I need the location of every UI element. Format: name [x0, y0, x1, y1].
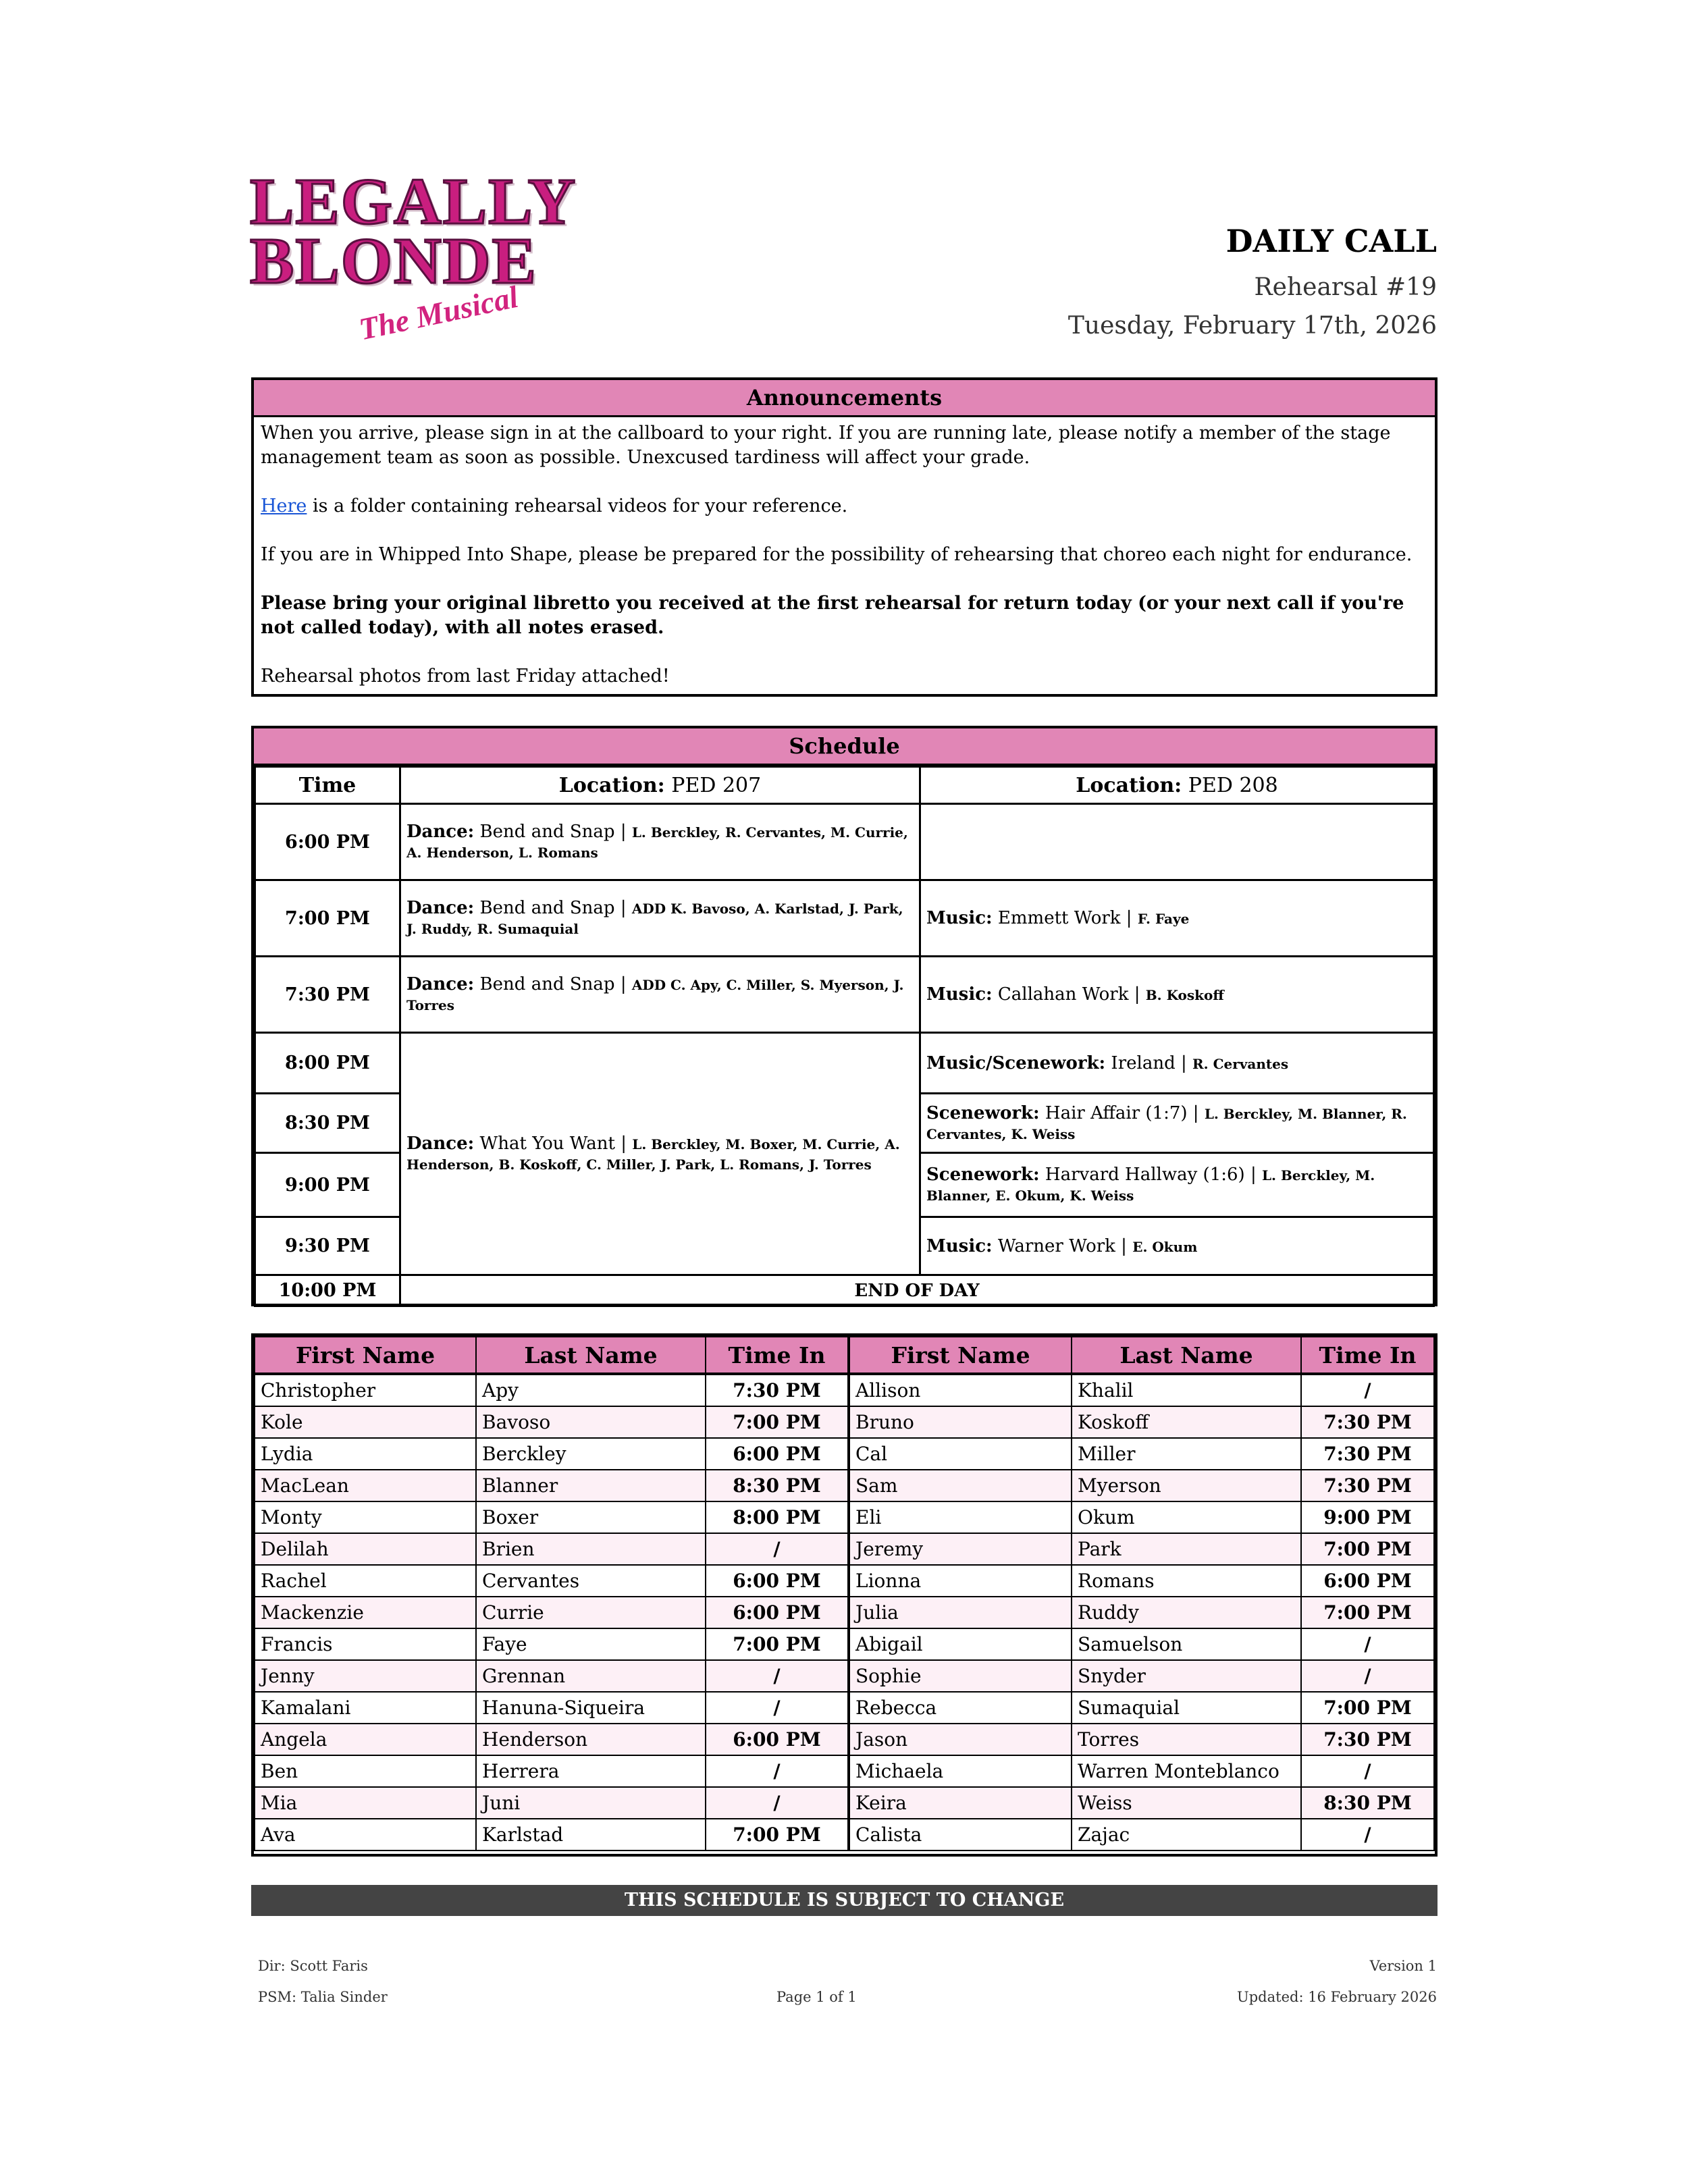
last-name-cell: Apy — [476, 1374, 706, 1406]
time-in-cell: 6:00 PM — [706, 1724, 849, 1755]
first-name-cell: Sophie — [849, 1660, 1072, 1692]
schedule-entry: Dance: Bend and Snap | ADD K. Bavoso, A. Karlstad, J. Park, J. Ruddy, R. Sumaquial — [400, 880, 920, 957]
schedule-entry: Music: Emmett Work | F. Faye — [920, 880, 1434, 957]
first-name-cell: Julia — [849, 1597, 1072, 1628]
first-name-cell: Kole — [255, 1406, 476, 1438]
first-name-cell: Ben — [255, 1755, 476, 1787]
table-row — [255, 1628, 1434, 1660]
schedule-col-time: Time — [255, 767, 400, 804]
time-in-cell: / — [1301, 1628, 1434, 1660]
time-in-cell: 7:00 PM — [706, 1628, 849, 1660]
first-name-cell: Jenny — [255, 1660, 476, 1692]
rehearsal-date: Tuesday, February 17th, 2026 — [1067, 312, 1437, 340]
roster-table — [254, 1336, 1435, 1851]
time-in-cell: / — [1301, 1819, 1434, 1850]
time-in-cell: 6:00 PM — [706, 1438, 849, 1470]
time-slot: 9:30 PM — [255, 1217, 400, 1275]
schedule-entry: Dance: What You Want | L. Berckley, M. Boxer, M. Currie, A. Henderson, B. Koskoff, C. Miller, J. Park, L. Romans, J. Torres — [400, 1033, 920, 1275]
announcements-title: Announcements — [254, 380, 1435, 417]
schedule-col-loc2: Location: PED 208 — [920, 767, 1434, 804]
last-name-cell: Myerson — [1072, 1470, 1301, 1501]
last-name-cell: Khalil — [1072, 1374, 1301, 1406]
time-in-cell: / — [706, 1787, 849, 1819]
time-slot: 9:00 PM — [255, 1153, 400, 1217]
last-name-cell: Ruddy — [1072, 1597, 1301, 1628]
first-name-cell: Rebecca — [849, 1692, 1072, 1724]
table-row — [255, 1470, 1434, 1501]
time-in-cell: 7:30 PM — [1301, 1724, 1434, 1755]
last-name-cell: Samuelson — [1072, 1628, 1301, 1660]
announcement-4: Please bring your original libretto you received at the first rehearsal for return today (or your next call if you're not called today), with all notes erased. — [261, 593, 1404, 638]
table-row — [255, 1597, 1434, 1628]
last-name-cell: Hanuna-Siqueira — [476, 1692, 706, 1724]
videos-folder-link[interactable]: Here — [261, 496, 307, 516]
time-in-cell: / — [706, 1660, 849, 1692]
time-in-cell: 9:00 PM — [1301, 1501, 1434, 1533]
schedule-table — [254, 766, 1435, 1307]
last-name-cell: Koskoff — [1072, 1406, 1301, 1438]
announcement-2-text: is a folder containing rehearsal videos for your reference. — [307, 496, 848, 516]
table-row — [255, 1660, 1434, 1692]
schedule-entry: Scenework: Harvard Hallway (1:6) | L. Berckley, M. Blanner, E. Okum, K. Weiss — [920, 1153, 1434, 1217]
time-in-cell: 6:00 PM — [1301, 1565, 1434, 1597]
subject-to-change-banner: THIS SCHEDULE IS SUBJECT TO CHANGE — [251, 1885, 1438, 1916]
last-name-cell: Boxer — [476, 1501, 706, 1533]
first-name-cell: Allison — [849, 1374, 1072, 1406]
last-name-cell: Warren Monteblanco — [1072, 1755, 1301, 1787]
first-name-cell: Mia — [255, 1787, 476, 1819]
last-name-cell: Faye — [476, 1628, 706, 1660]
first-name-cell: Sam — [849, 1470, 1072, 1501]
first-name-cell: Monty — [255, 1501, 476, 1533]
last-name-cell: Okum — [1072, 1501, 1301, 1533]
last-name-cell: Henderson — [476, 1724, 706, 1755]
time-in-cell: 7:00 PM — [1301, 1533, 1434, 1565]
first-name-cell: Jeremy — [849, 1533, 1072, 1565]
first-name-cell: Calista — [849, 1819, 1072, 1850]
time-slot: 8:00 PM — [255, 1033, 400, 1094]
first-name-cell: Mackenzie — [255, 1597, 476, 1628]
first-name-cell: Cal — [849, 1438, 1072, 1470]
first-name-cell: MacLean — [255, 1470, 476, 1501]
schedule-entry: Music/Scenework: Ireland | R. Cervantes — [920, 1033, 1434, 1094]
rehearsal-number: Rehearsal #19 — [1254, 273, 1437, 301]
time-in-cell: 8:30 PM — [1301, 1787, 1434, 1819]
schedule-entry: Scenework: Hair Affair (1:7) | L. Berckley, M. Blanner, R. Cervantes, K. Weiss — [920, 1094, 1434, 1153]
time-in-cell: 8:30 PM — [706, 1470, 849, 1501]
time-in-cell: 6:00 PM — [706, 1597, 849, 1628]
announcement-5: Rehearsal photos from last Friday attached! — [261, 666, 670, 687]
roster-header: Time In — [1301, 1337, 1434, 1374]
last-name-cell: Bavoso — [476, 1406, 706, 1438]
schedule-entry: Dance: Bend and Snap | ADD C. Apy, C. Miller, S. Myerson, J. Torres — [400, 957, 920, 1033]
time-slot: 7:00 PM — [255, 880, 400, 957]
last-name-cell: Torres — [1072, 1724, 1301, 1755]
roster-header: First Name — [255, 1337, 476, 1374]
time-in-cell: / — [1301, 1374, 1434, 1406]
table-row — [255, 1755, 1434, 1787]
time-in-cell: / — [706, 1692, 849, 1724]
first-name-cell: Abigail — [849, 1628, 1072, 1660]
time-in-cell: / — [706, 1533, 849, 1565]
schedule-entry: Music: Callahan Work | B. Koskoff — [920, 957, 1434, 1033]
time-in-cell: 7:00 PM — [706, 1819, 849, 1850]
first-name-cell: Lionna — [849, 1565, 1072, 1597]
last-name-cell: Grennan — [476, 1660, 706, 1692]
last-name-cell: Currie — [476, 1597, 706, 1628]
time-in-cell: 7:30 PM — [1301, 1438, 1434, 1470]
footer-page: Page 1 of 1 — [776, 1989, 857, 2005]
announcements-body — [254, 417, 1435, 693]
announcements-box — [251, 377, 1438, 697]
table-row — [255, 1533, 1434, 1565]
first-name-cell: Keira — [849, 1787, 1072, 1819]
first-name-cell: Angela — [255, 1724, 476, 1755]
first-name-cell: Ava — [255, 1819, 476, 1850]
footer-version: Version 1 — [1369, 1958, 1437, 1974]
first-name-cell: Eli — [849, 1501, 1072, 1533]
table-row — [255, 1406, 1434, 1438]
footer-updated: Updated: 16 February 2026 — [1237, 1989, 1437, 2005]
page-title: DAILY CALL — [1225, 223, 1437, 259]
time-in-cell: 6:00 PM — [706, 1565, 849, 1597]
time-slot: 8:30 PM — [255, 1094, 400, 1153]
first-name-cell: Kamalani — [255, 1692, 476, 1724]
end-of-day: END OF DAY — [400, 1275, 1434, 1306]
roster-rows — [255, 1374, 1434, 1850]
time-in-cell: 7:00 PM — [706, 1406, 849, 1438]
first-name-cell: Michaela — [849, 1755, 1072, 1787]
announcement-2 — [261, 494, 1428, 518]
schedule-entry-empty — [920, 804, 1434, 880]
roster-header: Last Name — [476, 1337, 706, 1374]
time-in-cell: 7:30 PM — [1301, 1470, 1434, 1501]
last-name-cell: Herrera — [476, 1755, 706, 1787]
table-row — [255, 1438, 1434, 1470]
last-name-cell: Miller — [1072, 1438, 1301, 1470]
first-name-cell: Jason — [849, 1724, 1072, 1755]
time-slot: 6:00 PM — [255, 804, 400, 880]
footer-psm: PSM: Talia Sinder — [258, 1989, 388, 2005]
first-name-cell: Francis — [255, 1628, 476, 1660]
last-name-cell: Sumaquial — [1072, 1692, 1301, 1724]
first-name-cell: Bruno — [849, 1406, 1072, 1438]
announcement-3: If you are in Whipped Into Shape, please be prepared for the possibility of rehearsing that choreo each night for endurance. — [261, 544, 1413, 565]
table-row — [255, 1692, 1434, 1724]
time-in-cell: 7:30 PM — [1301, 1406, 1434, 1438]
last-name-cell: Zajac — [1072, 1819, 1301, 1850]
last-name-cell: Blanner — [476, 1470, 706, 1501]
announcement-1: When you arrive, please sign in at the callboard to your right. If you are running late, please notify a member of the stage management team as soon as possible. Unexcused tardiness will affect your grade. — [261, 423, 1391, 468]
schedule-entry: Dance: Bend and Snap | L. Berckley, R. Cervantes, M. Currie, A. Henderson, L. Romans — [400, 804, 920, 880]
schedule-col-loc1: Location: PED 207 — [400, 767, 920, 804]
table-row — [255, 1787, 1434, 1819]
first-name-cell: Delilah — [255, 1533, 476, 1565]
table-row — [255, 1724, 1434, 1755]
time-in-cell: / — [1301, 1755, 1434, 1787]
table-row — [255, 1565, 1434, 1597]
last-name-cell: Brien — [476, 1533, 706, 1565]
first-name-cell: Rachel — [255, 1565, 476, 1597]
time-in-cell: 7:30 PM — [706, 1374, 849, 1406]
logo-line-2: BLONDE — [250, 225, 537, 298]
schedule-box — [251, 726, 1438, 1306]
roster-header: First Name — [849, 1337, 1072, 1374]
first-name-cell: Lydia — [255, 1438, 476, 1470]
last-name-cell: Juni — [476, 1787, 706, 1819]
last-name-cell: Cervantes — [476, 1565, 706, 1597]
time-in-cell: 7:00 PM — [1301, 1597, 1434, 1628]
last-name-cell: Park — [1072, 1533, 1301, 1565]
time-in-cell: / — [706, 1755, 849, 1787]
show-logo — [250, 165, 577, 347]
roster-header: Last Name — [1072, 1337, 1301, 1374]
schedule-title: Schedule — [254, 728, 1435, 766]
roster-box — [251, 1333, 1438, 1857]
roster-header: Time In — [706, 1337, 849, 1374]
last-name-cell: Romans — [1072, 1565, 1301, 1597]
table-row — [255, 1819, 1434, 1850]
footer-director: Dir: Scott Faris — [258, 1958, 368, 1974]
first-name-cell: Christopher — [255, 1374, 476, 1406]
logo-subtitle: The Musical — [356, 279, 521, 347]
time-slot: 7:30 PM — [255, 957, 400, 1033]
table-row — [255, 1501, 1434, 1533]
time-in-cell: 7:00 PM — [1301, 1692, 1434, 1724]
table-row — [255, 1374, 1434, 1406]
time-in-cell: / — [1301, 1660, 1434, 1692]
last-name-cell: Berckley — [476, 1438, 706, 1470]
last-name-cell: Karlstad — [476, 1819, 706, 1850]
schedule-entry: Music: Warner Work | E. Okum — [920, 1217, 1434, 1275]
logo-line-1: LEGALLY — [250, 165, 577, 238]
last-name-cell: Weiss — [1072, 1787, 1301, 1819]
time-in-cell: 8:00 PM — [706, 1501, 849, 1533]
time-slot: 10:00 PM — [255, 1275, 400, 1306]
last-name-cell: Snyder — [1072, 1660, 1301, 1692]
